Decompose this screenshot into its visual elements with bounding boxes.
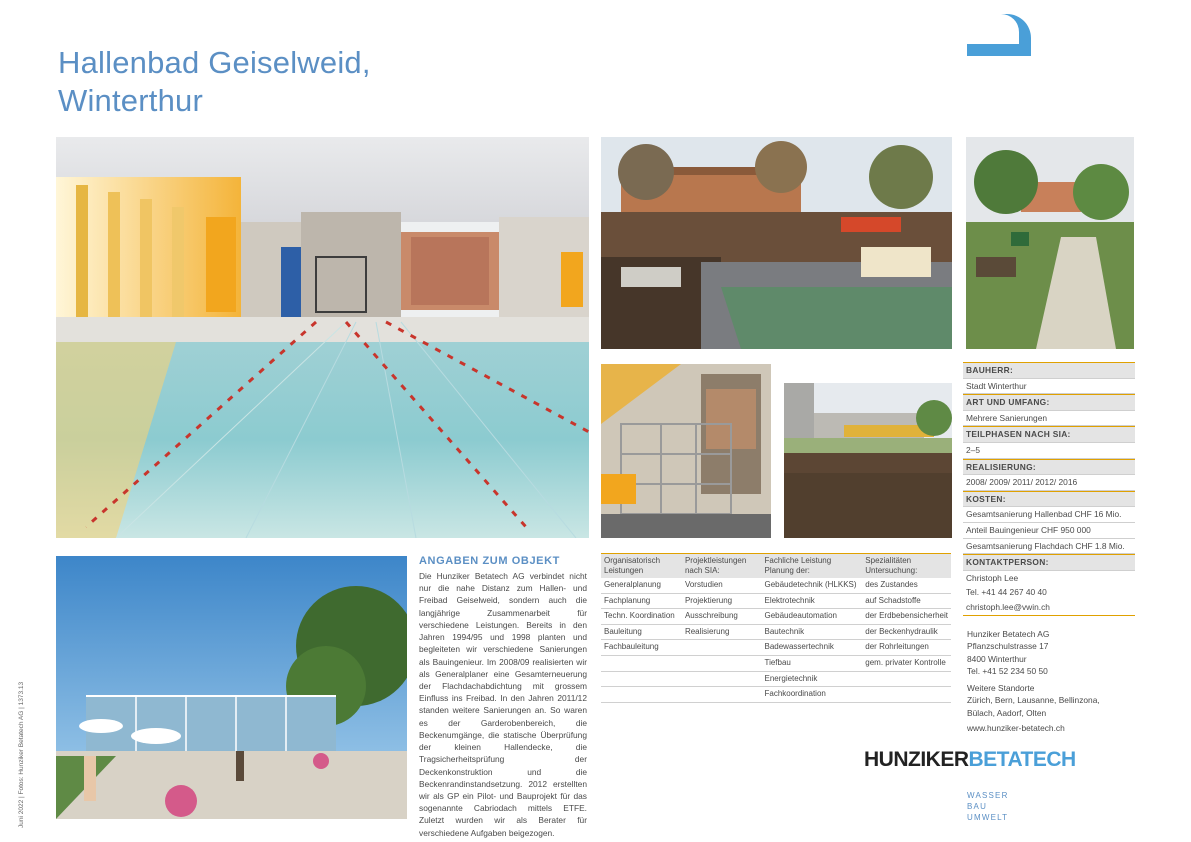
kosten-label: KOSTEN: [963,491,1135,508]
table-cell: Fachplanung [601,593,682,609]
standorte-line: Bülach, Aadorf, Olten [967,707,1047,718]
table-cell: Gebäudeautomation [761,609,862,625]
table-cell: Projektierung [682,593,762,609]
table-cell: Ausschreibung [682,609,762,625]
art-value: Mehrere Sanierungen [963,411,1135,427]
other-locations [967,682,1100,719]
angaben-heading: ANGABEN ZUM OBJEKT [419,555,560,567]
photo-credit-note: Juni 2022 | Fotos: Hunziker Betatech AG | 1373.13 [18,681,25,828]
address-line: Pflanzschulstrasse 17 [967,641,1049,652]
garden-path-photo [966,137,1134,349]
table-cell: Elektrotechnik [761,593,862,609]
standorte-line: Zürich, Bern, Lausanne, Bellinzona, [967,695,1100,706]
company-logo [864,748,1076,772]
table-cell: Fachbauleitung [601,640,682,656]
bauherr-value: Stadt Winterthur [963,379,1135,395]
website-link[interactable]: www.hunziker-betatech.ch [967,723,1065,733]
table-cell: Tiefbau [761,655,862,671]
table-cell [862,687,951,703]
project-facts [963,362,1135,616]
table-row [601,640,951,656]
tagline-line: UMWELT [967,813,1009,822]
tagline-line: WASSER [967,791,1009,800]
table-cell: der Rohrleitungen [862,640,951,656]
table-cell: Generalplanung [601,578,682,593]
company-address [967,628,1049,678]
services-table [601,553,951,703]
table-cell: Bauleitung [601,624,682,640]
table-row [601,593,951,609]
realisierung-value: 2008/ 2009/ 2011/ 2012/ 2016 [963,475,1135,491]
table-cell: Fachkoordination [761,687,862,703]
table-row [601,671,951,687]
table-header: Organisatorisch Leistungen [601,554,682,579]
table-row [601,578,951,593]
table-header: Fachliche Leistung Planung der: [761,554,862,579]
table-cell: auf Schadstoffe [862,593,951,609]
kontakt-email[interactable]: christoph.lee@vwin.ch [963,600,1135,616]
page-title [58,44,371,120]
table-cell [862,671,951,687]
table-row [601,609,951,625]
table-cell: der Erdbebensicherheit [862,609,951,625]
tagline-line: BAU [967,802,988,811]
title-line-1: Hallenbad Geiselweid, [58,45,371,80]
table-cell: gem. privater Kontrolle [862,655,951,671]
table-cell: Techn. Koordination [601,609,682,625]
indoor-pool-photo [56,137,589,538]
table-cell: Badewassertechnik [761,640,862,656]
building-earthworks-photo [784,383,952,538]
kosten-value: Gesamtsanierung Hallenbad CHF 16 Mio. [963,507,1135,523]
table-row [601,655,951,671]
construction-site-photo [601,137,952,349]
table-header: Spezialitäten Untersuchung: [862,554,951,579]
bauherr-label: BAUHERR: [963,362,1135,379]
teilphasen-label: TEILPHASEN NACH SIA: [963,426,1135,443]
table-cell [682,687,762,703]
table-cell: der Beckenhydraulik [862,624,951,640]
table-cell: Energietechnik [761,671,862,687]
table-cell: Gebäudetechnik (HLKKS) [761,578,862,593]
kontakt-label: KONTAKTPERSON: [963,554,1135,571]
table-cell: Bautechnik [761,624,862,640]
realisierung-label: REALISIERUNG: [963,459,1135,476]
table-cell [682,671,762,687]
kontakt-value: Christoph Lee [963,571,1135,586]
table-header: Projektleistungen nach SIA: [682,554,762,579]
address-line: 8400 Winterthur [967,653,1027,664]
table-cell: Realisierung [682,624,762,640]
table-cell: Vorstudien [682,578,762,593]
kosten-value: Anteil Bauingenieur CHF 950 000 [963,523,1135,539]
teilphasen-value: 2–5 [963,443,1135,459]
table-row [601,687,951,703]
table-cell [601,671,682,687]
standorte-title: Weitere Standorte [967,683,1035,693]
table-cell [682,655,762,671]
art-label: ART UND UMFANG: [963,394,1135,411]
kontakt-value: Tel. +41 44 267 40 40 [963,585,1135,600]
title-line-2: Winterthur [58,83,203,118]
kosten-value: Gesamtsanierung Flachdach CHF 1.8 Mio. [963,539,1135,555]
angaben-text: Die Hunziker Betatech AG verbindet nicht nur die nahe Distanz zum Hallen- und Freibad Geiselweid, sondern auch die langjährige Zusammenarbeit für verschiedene Leistungen. Bereits in den Jahren 1994/95 und 1998 planten und begleiteten wir verschiedene Sanierungen als Bauingenieur. Im 2008/09 realisierten wir als Generalplaner eine Gesamterneuerung der Flachdachabdichtung mit grossem Einfluss ins Freibad. In den Jahren 2011/12 standen weitere Sanierungen an. So waren es der Garderobenbereich, die Beckenumgänge, die statische Überprüfung der kleinen Hallendecke, die Tragsicherheitsprüfung der Deckenkonstruktion und die Beckenrandinstandsetzung. 2012 erstellten wir als GP ein Pilot- und Bauprojekt für das sogenannte Cabriodach mittels ETFE. Zuletzt wurden wir als Berater für verschiedene Aufgaben beigezogen. [419,571,587,838]
brand-part-1: HUNZIKER [864,748,969,771]
brand-part-2: BETATECH [968,748,1076,771]
scaffold-photo [601,364,771,538]
table-cell: des Zustandes [862,578,951,593]
table-cell [682,640,762,656]
table-cell [601,687,682,703]
table-cell [601,655,682,671]
outdoor-pool-rendering [56,556,407,819]
company-tagline [967,790,1009,823]
address-line: Tel. +41 52 234 50 50 [967,666,1048,677]
table-header-row [601,554,951,579]
address-line: Hunziker Betatech AG [967,629,1050,639]
logo-mark-icon [967,14,1031,56]
table-row [601,624,951,640]
